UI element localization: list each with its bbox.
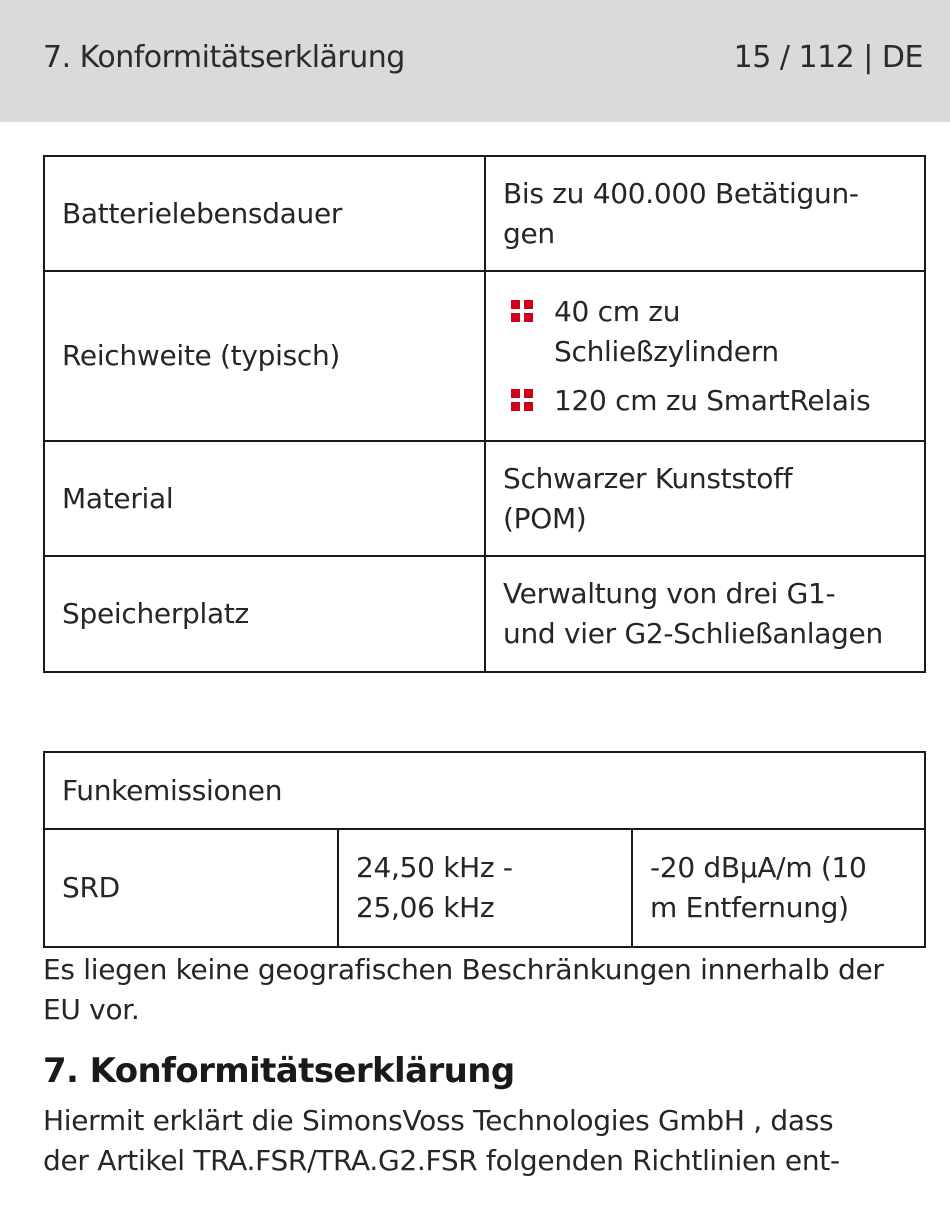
- red-square-bullet-icon: [511, 300, 533, 322]
- table-row: [44, 556, 925, 672]
- spec-value-range: [485, 271, 925, 441]
- radio-table-heading: Funkemissionen: [44, 752, 925, 829]
- value-line: und vier G2-Schließanlagen: [503, 617, 883, 650]
- radio-type-cell: SRD: [44, 829, 338, 947]
- note-line: EU vor.: [43, 993, 140, 1026]
- list-item: [503, 292, 907, 372]
- spec-label-material: Material: [44, 441, 485, 556]
- radio-power-cell: [632, 829, 925, 947]
- table-row: [44, 829, 925, 947]
- body-line: der Artikel TRA.FSR/TRA.G2.FSR folgenden Richtlinien ent-: [43, 1144, 840, 1177]
- spec-label-range: Reichweite (typisch): [44, 271, 485, 441]
- range-bullet-list: [503, 292, 907, 421]
- spec-label-battery: Batterielebensdauer: [44, 156, 485, 271]
- spec-label-storage: Speicherplatz: [44, 556, 485, 672]
- bullet-text-line: Schließzylindern: [554, 334, 779, 368]
- spec-value-storage: [485, 556, 925, 672]
- value-line: 24,50 kHz -: [356, 851, 513, 884]
- red-square-bullet-icon: [511, 389, 533, 411]
- value-line: Schwarzer Kunststoff: [503, 461, 793, 495]
- value-line: 25,06 kHz: [356, 891, 495, 924]
- value-line: gen: [503, 216, 555, 250]
- radio-frequency-cell: [338, 829, 632, 947]
- bullet-text-line: 120 cm zu SmartRelais: [554, 383, 871, 417]
- bullet-text-line: 40 cm zu: [554, 294, 681, 328]
- value-line: -20 dBμA/m (10: [650, 851, 867, 884]
- page-header: [0, 0, 950, 122]
- body-line: Hiermit erklärt die SimonsVoss Technologies GmbH , dass: [43, 1104, 834, 1137]
- value-line: Verwaltung von drei G1-: [503, 577, 836, 610]
- table-row: [44, 271, 925, 441]
- value-line: Bis zu 400.000 Betätigun-: [503, 176, 859, 210]
- header-page-number: 15 / 112 | DE: [733, 40, 923, 75]
- section-body-text: [43, 1101, 933, 1181]
- radio-emissions-table: [43, 751, 926, 948]
- note-line: Es liegen keine geografischen Beschränkungen innerhalb der: [43, 953, 884, 986]
- table-row: [44, 441, 925, 556]
- specification-table: [43, 155, 926, 673]
- geographic-restriction-note: [43, 950, 933, 1030]
- table-row: [44, 156, 925, 271]
- table-header-row: [44, 752, 925, 829]
- header-chapter-title: 7. Konformitätserklärung: [43, 40, 405, 75]
- section-heading: 7. Konformitätserklärung: [43, 1051, 515, 1091]
- value-line: m Entfernung): [650, 891, 849, 924]
- value-line: (POM): [503, 501, 587, 535]
- spec-value-battery: [485, 156, 925, 271]
- list-item: [503, 381, 907, 421]
- spec-value-material: [485, 441, 925, 556]
